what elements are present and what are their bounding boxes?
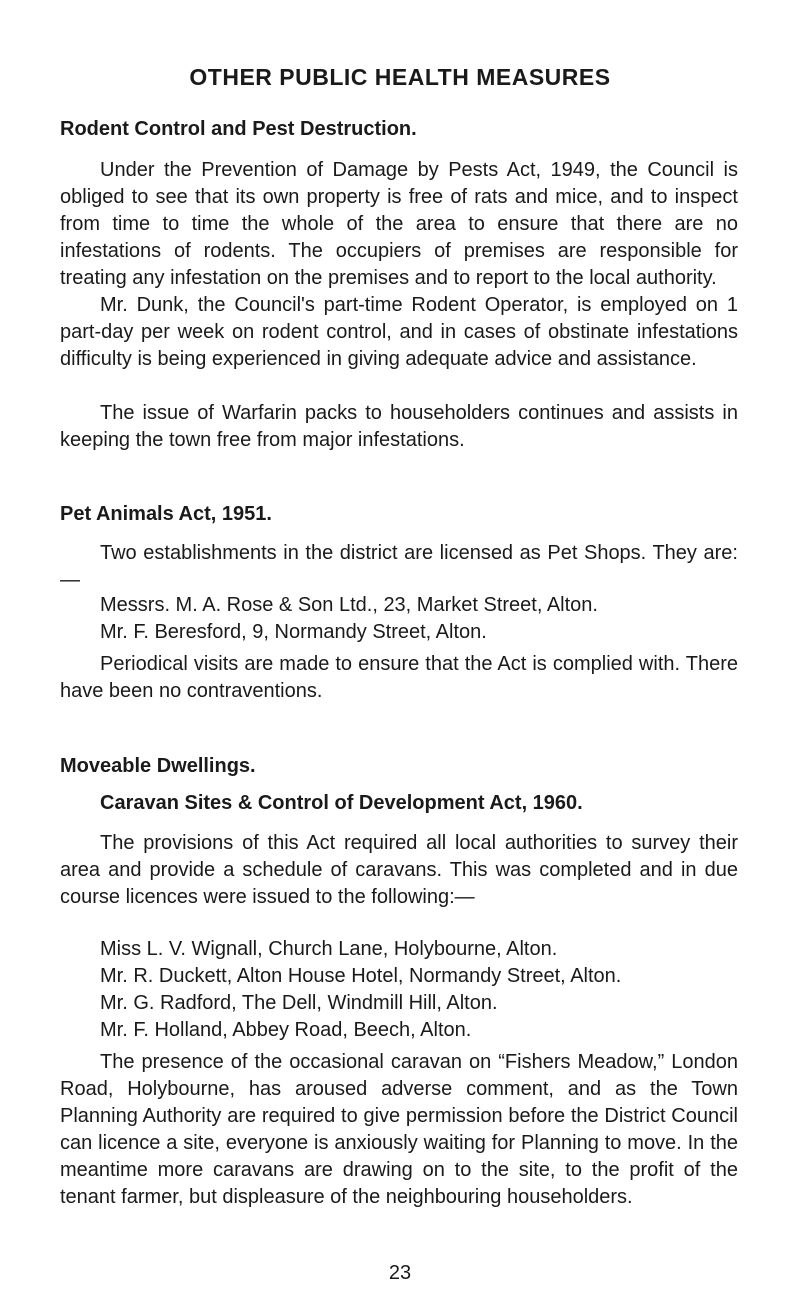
pets-paragraph-2: Periodical visits are made to ensure that the Act is complied with. There have been no contraventions. <box>60 653 738 702</box>
page-title: OTHER PUBLIC HEALTH MEASURES <box>189 64 611 90</box>
rodent-heading: Rodent Control and Pest Destruction. <box>60 118 417 140</box>
moveable-heading: Moveable Dwellings. <box>60 755 256 777</box>
pets-paragraph-1: Two establishments in the district are licensed as Pet Shops. They are:— <box>60 542 738 591</box>
moveable-paragraph-2: The presence of the occasional caravan on “Fishers Meadow,” London Road, Holybourne, has aroused adverse comment, and as the Town Planning Authority are required to give permission before the District Council can licence a site, everyone is anxiously waiting for Planning to move. In the meantime more caravans are drawing on to the site, to the profit of the tenant farmer, but displeasure of the neighbouring householders. <box>60 1051 738 1208</box>
licensee-item: Mr. G. Radford, The Dell, Windmill Hill, Alton. <box>100 992 498 1014</box>
rodent-paragraph-1: Under the Prevention of Damage by Pests Act, 1949, the Council is obliged to see that its own property is free of rats and mice, and to inspect from time to time the whole of the area to ensure that there are no infestations of rodents. The occupiers of premises are responsible for treating any infestation on the premises and to report to the local authority. <box>60 159 738 289</box>
licensee-item: Mr. F. Holland, Abbey Road, Beech, Alton. <box>100 1019 472 1041</box>
rodent-paragraph-3: The issue of Warfarin packs to householders continues and assists in keeping the town free from major infestations. <box>60 402 738 451</box>
licensee-item: Mr. R. Duckett, Alton House Hotel, Normandy Street, Alton. <box>100 965 622 987</box>
rodent-paragraph-2: Mr. Dunk, the Council's part-time Rodent Operator, is employed on 1 part-day per week on rodent control, and in cases of obstinate infestations difficulty is being experienced in giving adequate advice and assistance. <box>60 294 738 370</box>
page-number: 23 <box>388 1262 412 1284</box>
licensee-item: Miss L. V. Wignall, Church Lane, Holybourne, Alton. <box>100 938 558 960</box>
pet-shop-item: Mr. F. Beresford, 9, Normandy Street, Alton. <box>100 621 487 643</box>
pet-shop-item: Messrs. M. A. Rose & Son Ltd., 23, Market Street, Alton. <box>100 594 598 616</box>
pets-heading: Pet Animals Act, 1951. <box>60 503 272 525</box>
moveable-paragraph-1: The provisions of this Act required all local authorities to survey their area and provide a schedule of caravans. This was completed and in due course licences were issued to the following:— <box>60 832 738 908</box>
caravan-act-subheading: Caravan Sites & Control of Development Act, 1960. <box>100 792 583 814</box>
